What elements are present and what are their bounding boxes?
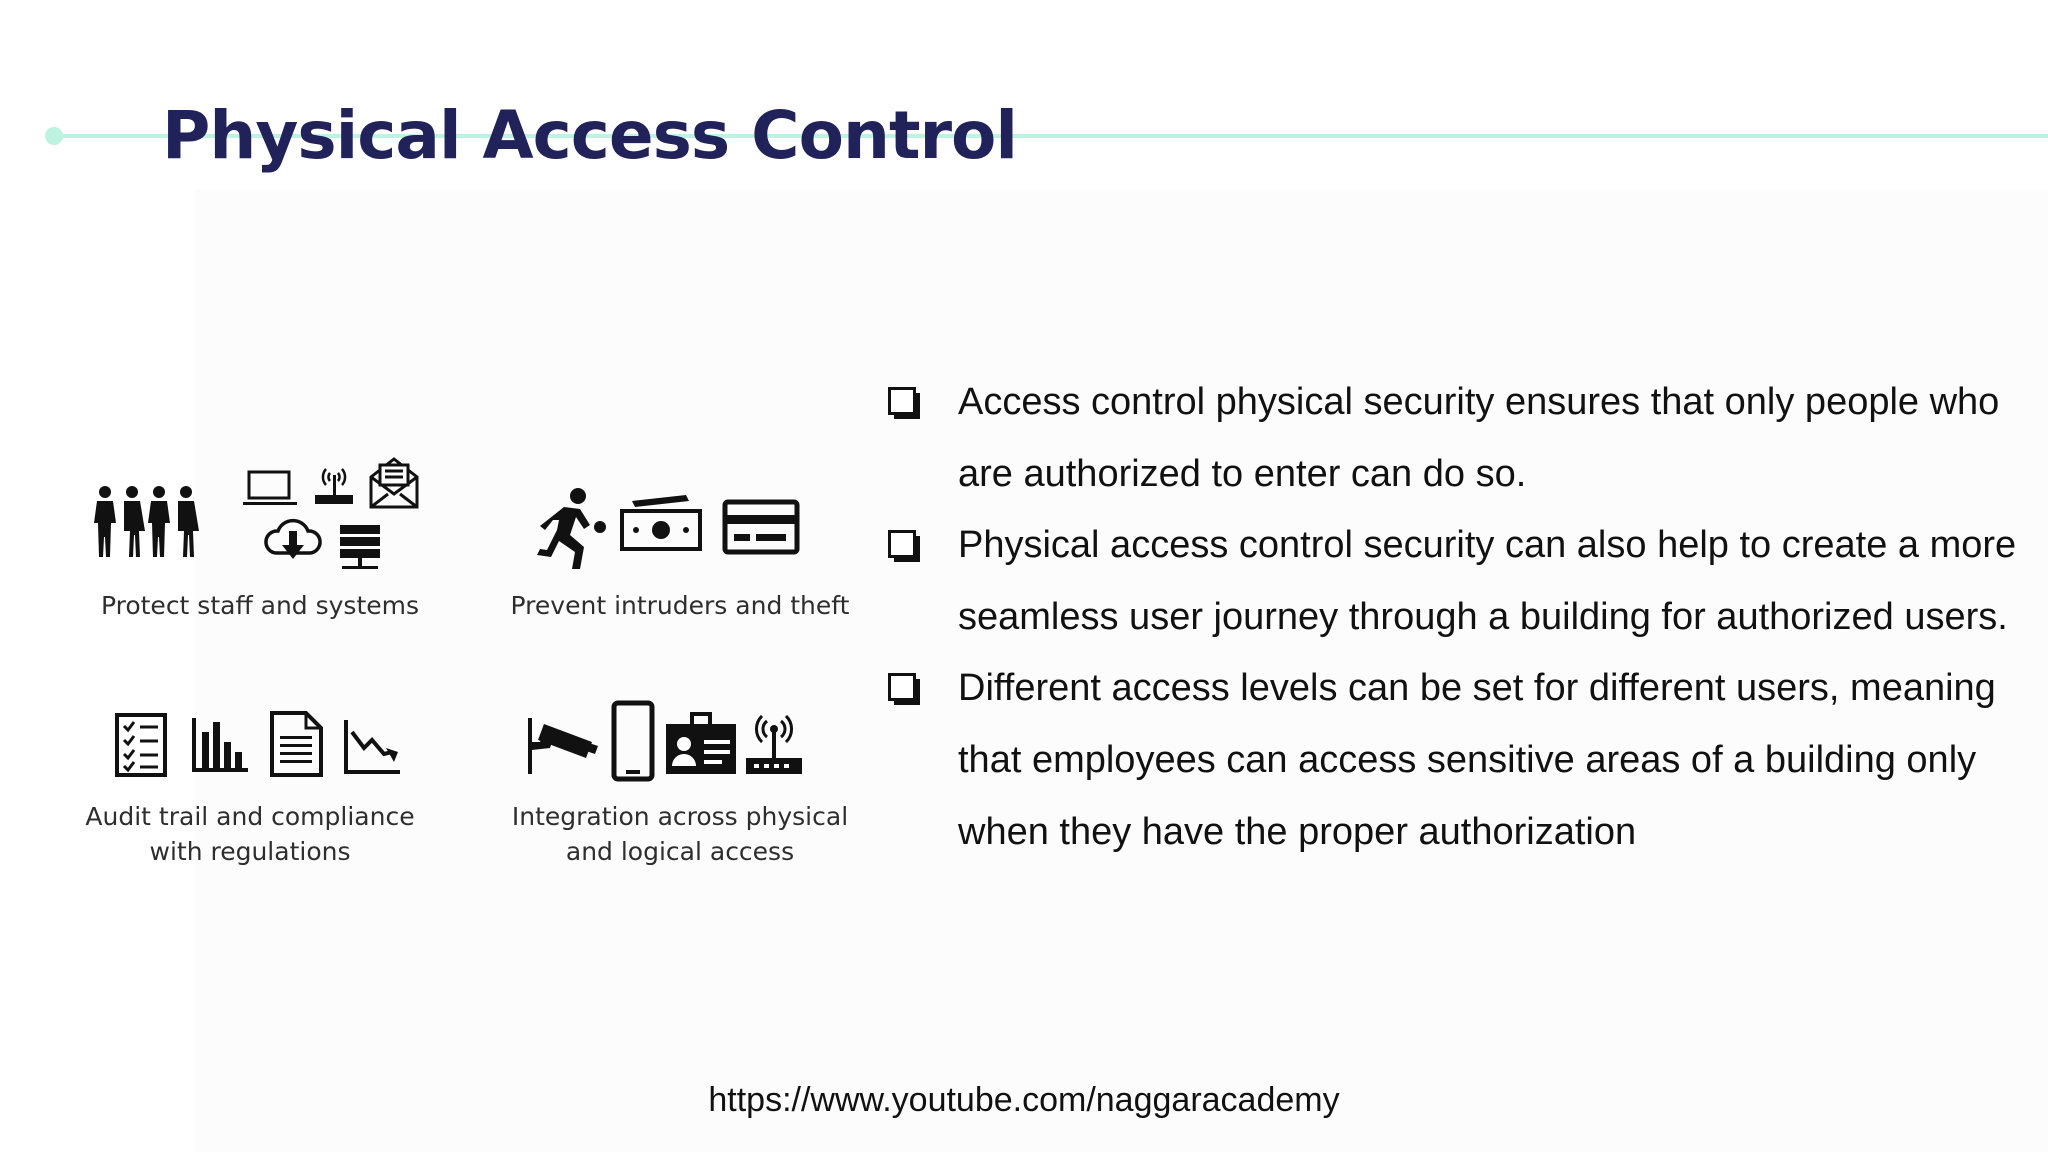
running-thief-icon <box>534 487 612 571</box>
email-icon <box>368 455 420 511</box>
bullet-text: Physical access control security can also help to create a more seamless user journey through a building for authorized users. <box>958 524 2017 638</box>
bullet-item <box>880 367 2020 510</box>
benefit-protect-staff <box>80 455 440 635</box>
people-icon <box>92 483 204 559</box>
credit-card-icon <box>722 499 800 555</box>
checkbox-bullet-icon <box>888 387 916 415</box>
server-icon <box>338 523 382 573</box>
slide-title: Physical Access Control <box>162 97 1018 174</box>
footer-url: https://www.youtube.com/naggaracademy <box>708 1081 1340 1119</box>
laptop-icon <box>242 469 298 507</box>
cloud-download-icon <box>262 517 324 563</box>
cash-icon <box>618 495 704 553</box>
title-accent-dot <box>45 127 63 145</box>
benefit-integration <box>500 700 860 880</box>
benefit-caption: Audit trail and compliance with regulations <box>85 802 415 866</box>
benefit-prevent-intruders <box>500 455 860 635</box>
bullet-item <box>880 653 2020 868</box>
bullet-list <box>880 367 2020 868</box>
checkbox-bullet-icon <box>888 530 916 558</box>
bullet-text: Access control physical security ensures that only people who are authorized to enter can do so. <box>958 381 2000 495</box>
smartphone-icon <box>610 700 656 782</box>
bullet-text: Different access levels can be set for different users, meaning that employees can access sensitive areas of a building only when they have the proper authorization <box>958 667 1996 853</box>
bar-chart-icon <box>188 714 250 776</box>
trend-down-icon <box>342 718 402 776</box>
benefit-caption: Prevent intruders and theft <box>510 591 850 620</box>
benefit-audit-trail <box>70 700 430 880</box>
id-card-icon <box>664 712 738 778</box>
security-camera-icon <box>526 712 602 778</box>
checkbox-bullet-icon <box>888 673 916 701</box>
wireless-router-icon <box>744 708 804 778</box>
document-icon <box>268 710 324 778</box>
benefit-caption: Integration across physical and logical access <box>511 802 849 866</box>
checklist-icon <box>114 712 168 778</box>
router-icon <box>312 463 356 507</box>
benefit-caption: Protect staff and systems <box>100 591 420 620</box>
bullet-item <box>880 510 2020 653</box>
